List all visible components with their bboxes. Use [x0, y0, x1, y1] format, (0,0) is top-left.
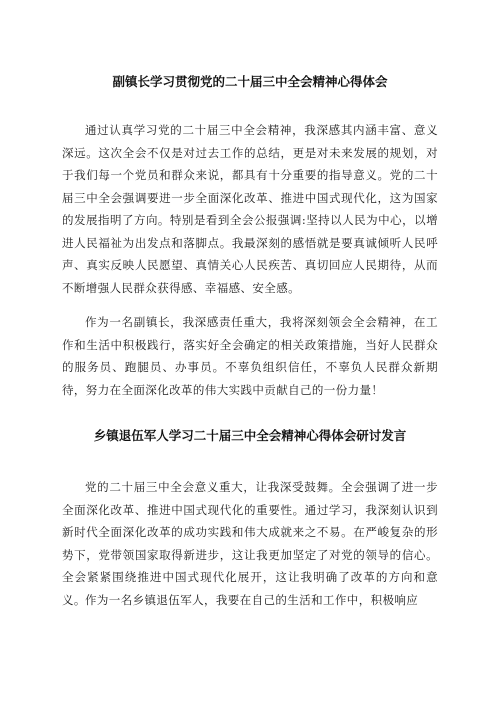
paragraph-4: 作为一名乡镇退伍军人，我要在自己的生活和工作中，积极响应	[85, 593, 419, 607]
section-title-1: 副镇长学习贯彻党的二十届三中全会精神心得体会	[112, 74, 388, 89]
paragraph-3: 党的二十届三中全会意义重大，让我深受鼓舞。全会强调了进一步全面深化改革、推进中国式现代化的重要性。通过学习，我深刻认识到新时代全面深化改革的成功实践和伟大成就来之不易。在严峻复杂的形势下，党带领国家取得新进步，这让我更加坚定了对党的领导的信心。全会紧紧围绕推进中国式现代化展开，这让我明确了改革的方向和意义。	[62, 480, 438, 607]
paragraph-2: 作为一名副镇长，我深感责任重大，我将深刻领会全会精神，在工作和生活中积极践行，落实好全会确定的相关政策措施，当好人民群众的服务员、跑腿员、办事员。不辜负组织信任，不辜负人民群众新期待，努力在全面深化改革的伟大实践中贡献自己的一份力量！	[62, 315, 438, 397]
paragraph-1: 通过认真学习党的二十届三中全会精神，我深感其内涵丰富、意义深远。这次全会不仅是对过去工作的总结，更是对未来发展的规划，对于我们每一个党员和群众来说，都具有十分重要的指导意义。党的二十届三中全会强调要进一步全面深化改革、推进中国式现代化，这为国家的发展指明了方向。特别是看到全会公报强调:坚持以人民为中心，以增进人民福祉为出发点和落脚点。我最深刻的感悟就是要真诚倾听人民呼声、真实反映人民愿望、真情关心人民疾苦、真切回应人民期待，从而不断增强人民群众获得感、幸福感、安全感。	[62, 123, 438, 295]
section-title-2: 乡镇退伍军人学习二十届三中全会精神心得体会研讨发言	[93, 428, 407, 443]
